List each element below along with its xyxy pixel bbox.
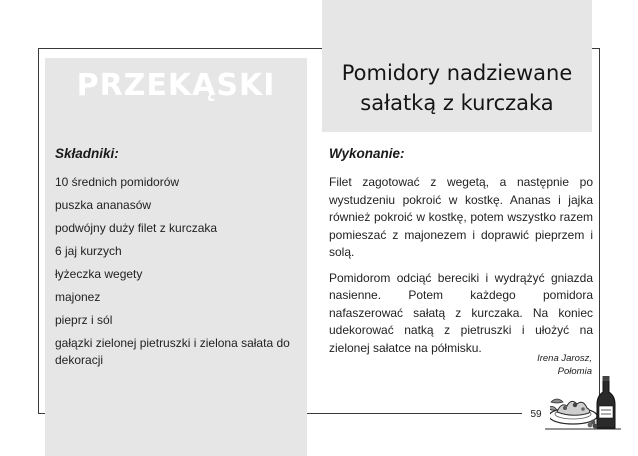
recipe-title-line-1: Pomidory nadziewane <box>341 61 573 85</box>
ingredient-item: 10 średnich pomidorów <box>55 175 180 189</box>
recipe-title <box>322 58 592 118</box>
author-place: Połomia <box>557 366 592 377</box>
author-name: Irena Jarosz, <box>537 353 592 364</box>
section-heading: PRZEKĄSKI <box>76 68 276 103</box>
page-number: 59 <box>522 406 550 424</box>
preparation-steps <box>329 174 593 365</box>
ingredients-label: Składniki: <box>55 146 119 161</box>
wine-bottle-and-food-icon <box>545 372 621 432</box>
ingredient-item: gałązki zielonej pietruszki i zielona sałata do dekoracji <box>55 336 290 367</box>
preparation-label: Wykonanie: <box>329 146 405 161</box>
ingredient-item: podwójny duży filet z kurczaka <box>55 221 218 235</box>
ingredient-item: łyżeczka wegety <box>55 267 143 281</box>
ingredient-item: majonez <box>55 290 101 304</box>
ingredients-list <box>55 174 303 375</box>
preparation-paragraph: Pomidorom odciąć bereciki i wydrążyć gniazda nasienne. Potem każdego pomidora nafaszerować sałatą z kurczaka. Na koniec udekorować natką z pietruszki i ułożyć na zielonej sałatce na półmisku. <box>329 270 593 355</box>
ingredient-item: 6 jaj kurzych <box>55 244 122 258</box>
ingredient-item: pieprz i sól <box>55 313 113 327</box>
ingredient-item: puszka ananasów <box>55 198 152 212</box>
recipe-title-line-2: sałatką z kurczaka <box>360 91 554 115</box>
preparation-paragraph: Filet zagotować z wegetą, a następnie po wystudzeniu pokroić w kostkę. Ananas i jajka również pokroić w kostkę, potem wszystko razem pomieszać z majonezem i doprawić pieprzem i solą. <box>329 175 593 259</box>
